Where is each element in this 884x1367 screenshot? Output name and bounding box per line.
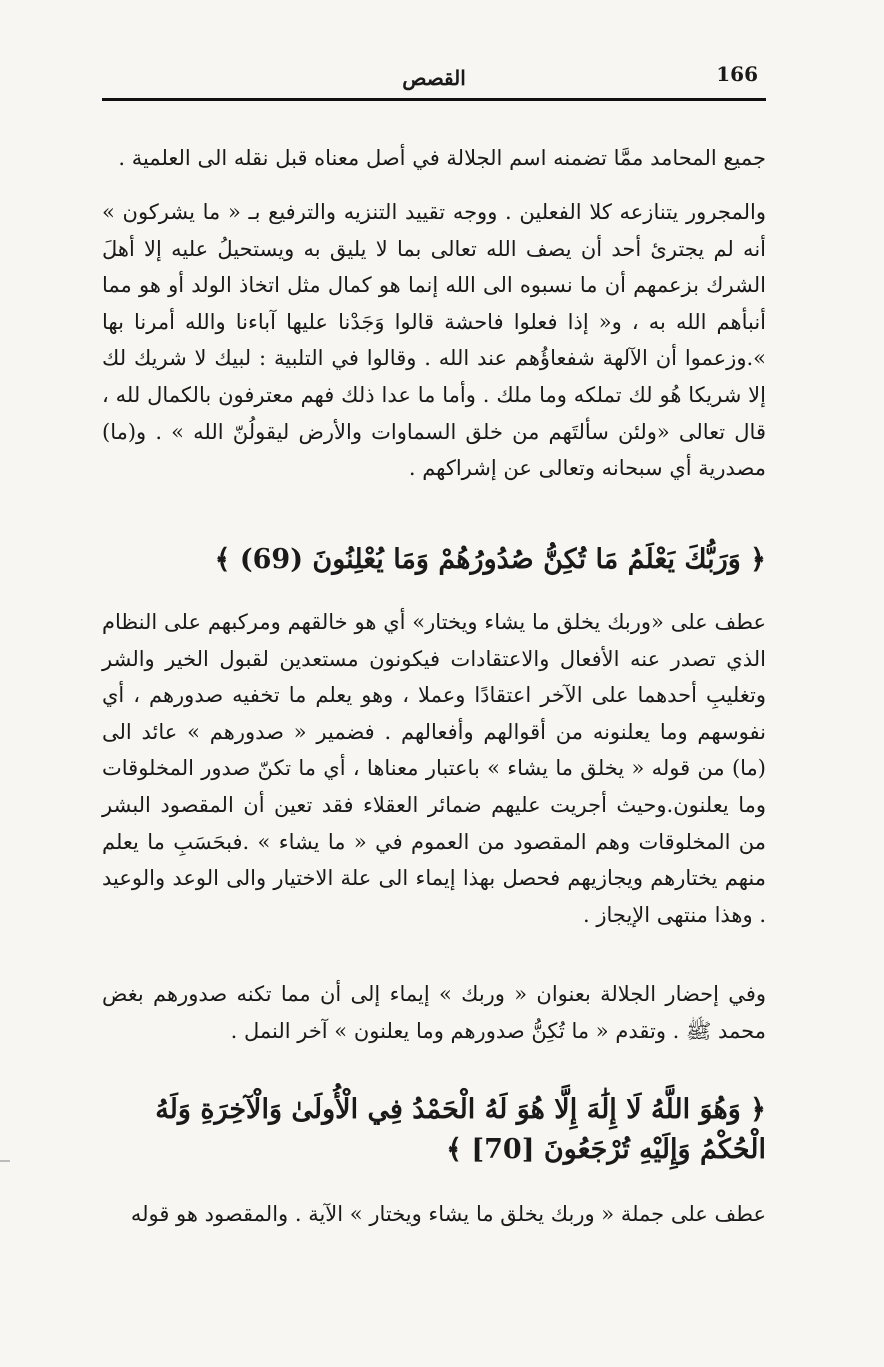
paragraph-text: وفي إحضار الجلالة بعنوان « وربك » إيماء إلى أن مما تكنه صدورهم بغض محمد ﷺ . وتقدم « ما تُكِنُّ صدورهم وما يعلنون » آخر النمل . [102, 982, 766, 1043]
paragraph-commentary-2 [102, 604, 766, 933]
verse-text: ﴿ وَهُوَ اللَّهُ لَا إِلَٰهَ إِلَّا هُوَ لَهُ الْحَمْدُ فِي الْأُولَىٰ وَالْآخِرَةِ وَلَهُ الْحُكْمُ وَإِلَيْهِ تُرْجَعُونَ [70] ﴾ [155, 1094, 766, 1165]
page-header [102, 58, 766, 101]
verse-text: ﴿ وَرَبُّكَ يَعْلَمُ مَا تُكِنُّ صُدُورُهُمْ وَمَا يُعْلِنُونَ (69) ﴾ [214, 544, 766, 575]
quran-verse-69 [102, 540, 766, 580]
paragraph-text: والمجرور يتنازعه كلا الفعلين . ووجه تقييد التنزيه والترفيع بـ « ما يشركون » أنه لم يجترئ أحد أن يصف الله تعالى بما لا يليق به ويستحيلُ عليه إلا أهلَ الشرك بزعمهم أن ما نسبوه الى الله إنما هو كمال مثل اتخاذ الولد أو هو مما أنبأهم الله به ، و« إذا فعلوا فاحشة قالوا وَجَدْنا عليها آباءنا والله أمرنا بها ».وزعموا أن الآلهة شفعاؤُهم عند الله . وقالوا في التلبية : لبيك لا شريك لك إلا شريكا هُو لك تملكه وما ملك . وأما ما عدا ذلك فهم معترفون بالكمال لله ، قال تعالى «ولئن سألتَهم من خلق السماوات والأرض ليقولُنّ الله » . و(ما) مصدرية أي سبحانه وتعالى عن إشراكهم . [102, 200, 766, 481]
paragraph-text: عطف على جملة « وربك يخلق ما يشاء ويختار » الآية . والمقصود هو قوله [130, 1202, 766, 1226]
margin-mark [0, 1160, 10, 1162]
page-number: 166 [716, 62, 758, 86]
paragraph-commentary-3 [102, 976, 766, 1049]
paragraph-intro [102, 140, 766, 177]
paragraph-commentary-1 [102, 194, 766, 487]
paragraph-text: جميع المحامد ممَّا تضمنه اسم الجلالة في أصل معناه قبل نقله الى العلمية . [118, 146, 766, 170]
quran-verse-70 [102, 1090, 766, 1170]
paragraph-text: عطف على «وربك يخلق ما يشاء ويختار» أي هو خالقهم ومركبهم على النظام الذي تصدر عنه الأفعال والاعتقادات فيكونون مستعدين لقبول الخير والشر وتغليبِ أحدهما على الآخر اعتقادًا وعملا ، وهو يعلم ما تخفيه صدورهم ، أي نفوسهم وما يعلنونه من أقوالهم وأفعالهم . فضمير « صدورهم » عائد الى (ما) من قوله « يخلق ما يشاء » باعتبار معناها ، أي ما تكنّ صدور المخلوقات وما يعلنون.وحيث أجريت عليهم ضمائر العقلاء فقد تعين أن المقصود البشر من المخلوقات وهم المقصود من العموم في « ما يشاء » .فبحَسَبِ ما يعلم منهم يختارهم ويجازيهم فحصل بهذا إيماء الى علة الاختيار والى الوعد والوعيد . وهذا منتهى الإيجاز . [102, 610, 767, 927]
running-title: القصص [402, 66, 466, 90]
paragraph-commentary-4 [102, 1196, 766, 1233]
